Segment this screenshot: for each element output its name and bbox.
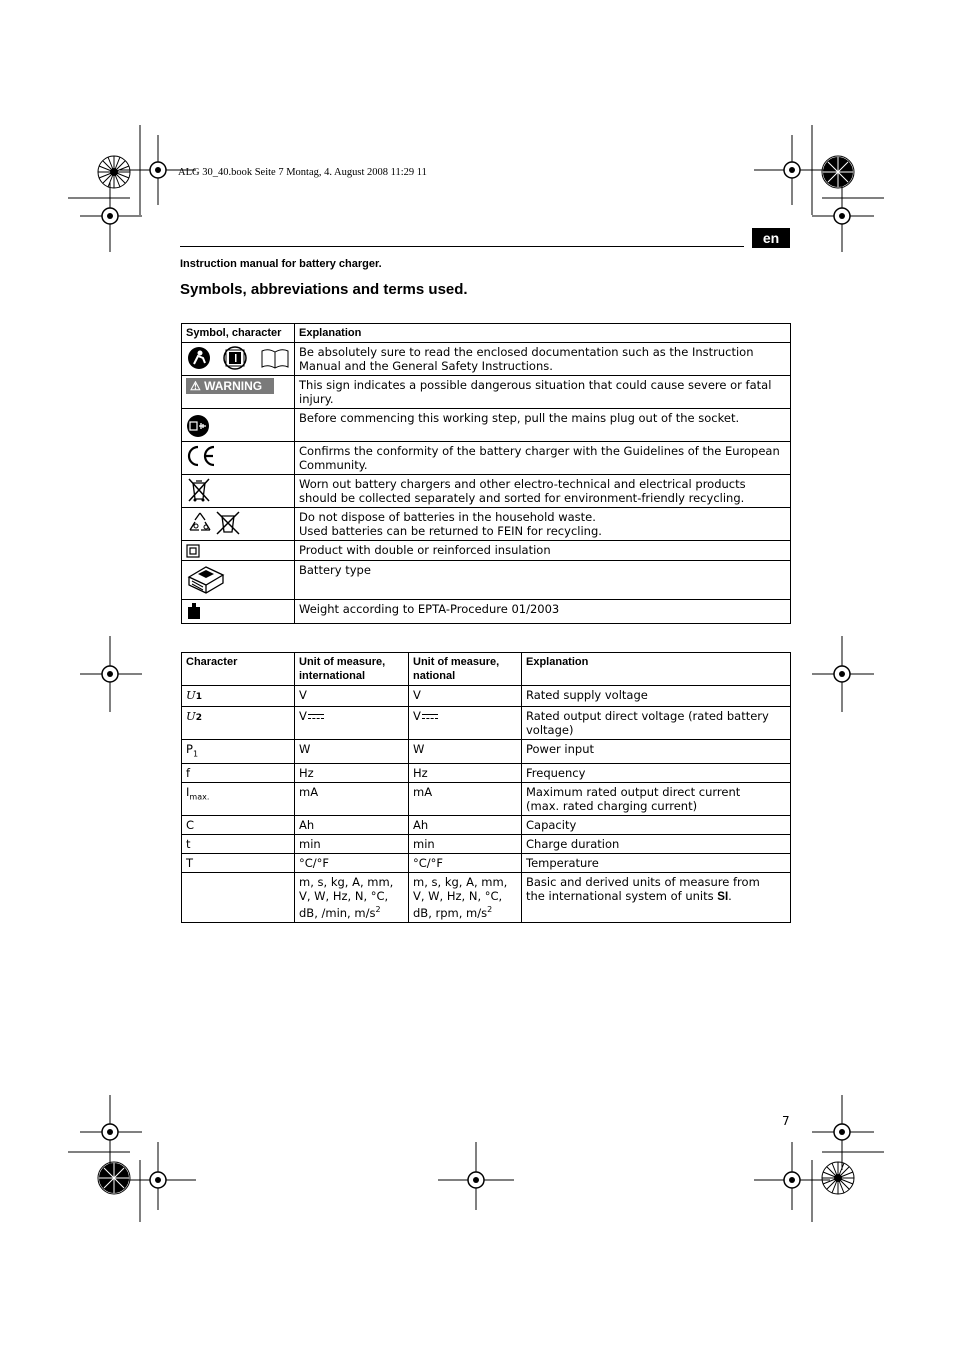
header-explanation: Explanation — [295, 324, 791, 343]
si-abbrev: SI — [717, 891, 729, 904]
table-row — [182, 508, 791, 541]
explanation-cell: Be absolutely sure to read the enclosed documentation such as the Instruction Manual and the General Safety Instructions. — [295, 343, 791, 376]
explanation-line-2: (max. rated charging current) — [526, 799, 698, 814]
explanation-cell: Rated supply voltage — [522, 686, 791, 707]
table-header-row — [182, 653, 791, 686]
explanation-cell: Worn out battery chargers and other electro-technical and electrical products should be collected separately and sorted for environment-friendly recycling. — [295, 475, 791, 508]
unit-intl-cell: V — [295, 686, 409, 707]
header-unit-international: Unit of measure, international — [295, 653, 409, 686]
symbol-cell — [182, 343, 295, 376]
explanation-cell: Frequency — [522, 764, 791, 783]
unit-natl-cell: Hz — [409, 764, 522, 783]
punctuation: . — [728, 889, 732, 904]
unit-intl-cell: min — [295, 835, 409, 854]
table-row — [182, 599, 791, 623]
table-row — [182, 783, 791, 816]
explanation-cell: Capacity — [522, 816, 791, 835]
unit-text: V — [413, 709, 421, 723]
explanation-cell: Temperature — [522, 854, 791, 873]
unit-intl-cell: mA — [295, 783, 409, 816]
explanation-cell: Battery type — [295, 560, 791, 599]
explanation-line-1: Basic and derived units of measure from — [526, 875, 760, 890]
character-cell — [182, 873, 295, 923]
character-cell: f — [182, 764, 295, 783]
header-rule — [180, 246, 744, 247]
table-row — [182, 707, 791, 740]
unit-natl-cell — [409, 707, 522, 740]
unit-natl-cell: min — [409, 835, 522, 854]
superscript: 2 — [375, 905, 381, 915]
doc-title: Symbols, abbreviations and terms used. — [180, 281, 468, 298]
page-number: 7 — [782, 1114, 790, 1128]
symbol-cell — [182, 409, 295, 442]
unit-intl-cell: Ah — [295, 816, 409, 835]
battery-pack-icon — [186, 563, 226, 595]
explanation-cell: Rated output direct voltage (rated battery voltage) — [522, 707, 791, 740]
symbol-cell — [182, 376, 295, 409]
unit-intl-cell: W — [295, 740, 409, 764]
character-cell — [182, 707, 295, 740]
header-unit-national: Unit of measure, national — [409, 653, 522, 686]
table-row — [182, 343, 791, 376]
table-row — [182, 442, 791, 475]
explanation-cell — [522, 873, 791, 923]
character-symbol: I — [186, 785, 190, 800]
unit-intl-cell — [295, 873, 409, 923]
explanation-cell: Before commencing this working step, pull the mains plug out of the socket. — [295, 409, 791, 442]
unit-natl-cell: °C/°F — [409, 854, 522, 873]
doc-subtitle: Instruction manual for battery charger. — [180, 258, 382, 270]
symbol-cell — [182, 560, 295, 599]
warning-text: WARNING — [204, 379, 263, 393]
superscript: 2 — [487, 905, 493, 915]
header-character: Character — [182, 653, 295, 686]
table-row — [182, 740, 791, 764]
explanation-cell: Charge duration — [522, 835, 791, 854]
direct-current-icon — [422, 714, 438, 720]
explanation-line-2: the international system of units — [526, 889, 714, 904]
table-row — [182, 835, 791, 854]
unit-natl-cell: V — [409, 686, 522, 707]
explanation-cell — [295, 508, 791, 541]
unit-natl-cell: Ah — [409, 816, 522, 835]
explanation-line-1: Do not dispose of batteries in the household waste. — [299, 510, 596, 524]
character-subscript: max. — [189, 792, 210, 802]
explanation-cell: Weight according to EPTA-Procedure 01/2003 — [295, 599, 791, 623]
header-explanation: Explanation — [522, 653, 791, 686]
character-cell — [182, 740, 295, 764]
character-cell: T — [182, 854, 295, 873]
explanation-cell: This sign indicates a possible dangerous situation that could cause severe or fatal injury. — [295, 376, 791, 409]
explanation-line-1: Maximum rated output direct current — [526, 785, 741, 800]
unit-intl-cell: Hz — [295, 764, 409, 783]
warning-label — [186, 378, 274, 394]
table-header-row — [182, 324, 791, 343]
table-row — [182, 764, 791, 783]
character-cell — [182, 686, 295, 707]
units-table — [181, 652, 791, 923]
si-units-list: m, s, kg, A, mm, V, W, Hz, N, °C, dB, /min, m/s — [299, 875, 394, 921]
file-header-line: ALG 30_40.book Seite 7 Montag, 4. August 2008 11:29 11 — [178, 167, 427, 178]
character-symbol: U — [186, 688, 196, 702]
unit-intl-cell — [295, 707, 409, 740]
explanation-cell: Product with double or reinforced insulation — [295, 541, 791, 561]
character-subscript: 1 — [192, 749, 199, 759]
symbol-cell — [182, 541, 295, 561]
direct-current-icon — [308, 714, 324, 720]
table-row — [182, 816, 791, 835]
symbol-cell — [182, 475, 295, 508]
character-cell — [182, 783, 295, 816]
unit-intl-cell: °C/°F — [295, 854, 409, 873]
table-row — [182, 873, 791, 923]
explanation-cell — [522, 783, 791, 816]
character-cell: t — [182, 835, 295, 854]
battery-recycle-icon — [186, 510, 242, 536]
unit-natl-cell: mA — [409, 783, 522, 816]
character-symbol: U — [186, 709, 196, 723]
si-units-list: m, s, kg, A, mm, V, W, Hz, N, °C, dB, rpm, m/s — [413, 875, 508, 921]
table-row — [182, 475, 791, 508]
character-cell: C — [182, 816, 295, 835]
table-row — [182, 541, 791, 561]
explanation-line-2: Used batteries can be returned to FEIN for recycling. — [299, 524, 602, 538]
symbol-cell — [182, 442, 295, 475]
ce-mark-icon — [186, 444, 216, 468]
character-subscript: 1 — [195, 692, 202, 702]
warning-triangle-icon: ⚠ — [190, 379, 205, 393]
crossed-bin-icon — [186, 477, 212, 503]
table-row — [182, 409, 791, 442]
unplug-icon — [186, 414, 210, 438]
unit-natl-cell: W — [409, 740, 522, 764]
language-tab: en — [752, 228, 790, 248]
unit-text: V — [299, 709, 307, 723]
header-symbol: Symbol, character — [182, 324, 295, 343]
character-subscript: 2 — [195, 713, 202, 723]
explanation-cell: Power input — [522, 740, 791, 764]
symbol-cell — [182, 599, 295, 623]
weight-icon — [186, 602, 202, 620]
explanation-cell: Confirms the conformity of the battery charger with the Guidelines of the European Community. — [295, 442, 791, 475]
double-insulation-icon — [186, 544, 200, 558]
character-symbol: P — [186, 742, 193, 756]
table-row — [182, 686, 791, 707]
table-row — [182, 854, 791, 873]
table-row — [182, 376, 791, 409]
table-row — [182, 560, 791, 599]
read-manual-icon — [186, 345, 290, 371]
unit-natl-cell — [409, 873, 522, 923]
symbols-table — [181, 323, 791, 624]
symbol-cell — [182, 508, 295, 541]
